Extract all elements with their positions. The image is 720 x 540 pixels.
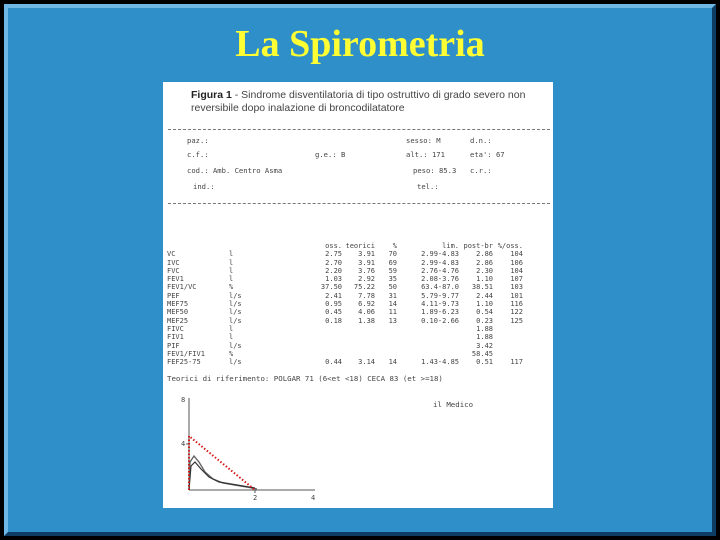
table-cell: [309, 325, 342, 333]
table-cell: 2.92: [358, 275, 375, 284]
table-cell: [309, 333, 342, 341]
patient-eta: eta': 67: [470, 150, 505, 159]
table-cell: 2.76-4.76: [421, 266, 459, 275]
table-cell: 75.22: [353, 283, 375, 292]
table-header: lim.: [442, 242, 459, 250]
table-cell: 58.45: [471, 349, 493, 358]
table-cell: 2.86: [476, 258, 493, 267]
scanned-report: [163, 82, 553, 508]
table-cell: MEF75: [167, 300, 189, 309]
table-cell: 70: [388, 250, 397, 259]
x-tick-label-mid: 2: [253, 494, 258, 502]
table-cell: l: [229, 275, 234, 284]
x-tick-label-end: 4: [311, 494, 316, 502]
table-cell: [375, 325, 397, 333]
table-cell: [342, 333, 375, 341]
table-cell: [342, 342, 375, 350]
table-cell: 50: [388, 283, 397, 292]
table-cell: %: [229, 349, 234, 358]
slide-title: La Spirometria: [235, 23, 485, 65]
table-row: [167, 342, 523, 350]
table-cell: l: [229, 333, 234, 342]
table-row: [167, 350, 523, 358]
table-cell: 3.14: [358, 358, 375, 367]
table-cell: IVC: [167, 258, 180, 267]
table-cell: 106: [510, 258, 523, 267]
table-cell: l/s: [229, 308, 242, 317]
table-cell: 116: [510, 300, 523, 309]
table-cell: MEF50: [167, 308, 189, 317]
table-cell: [342, 350, 375, 358]
table-cell: 7.78: [358, 291, 375, 300]
table-row: [167, 283, 523, 291]
table-cell: 4.06: [358, 308, 375, 317]
table-cell: 37.50: [320, 283, 342, 292]
table-cell: 107: [510, 275, 523, 284]
table-row: [167, 259, 523, 267]
patient-cod: cod.: Amb. Centro Asma: [187, 166, 283, 175]
table-cell: [397, 350, 459, 358]
divider: [168, 129, 550, 130]
table-cell: 1.88: [476, 324, 493, 333]
table-cell: FIVC: [167, 324, 184, 333]
table-cell: 2.08-3.76: [421, 275, 459, 284]
table-row: [167, 267, 523, 275]
table-cell: 63.4-87.0: [421, 283, 459, 292]
patient-ge: g.e.: B: [315, 150, 346, 159]
patient-cf: c.f.:: [187, 150, 209, 159]
table-cell: 6.92: [358, 300, 375, 309]
table-row: [167, 250, 523, 258]
table-cell: 0.51: [476, 358, 493, 367]
table-cell: 104: [510, 266, 523, 275]
table-cell: 2.44: [476, 291, 493, 300]
table-cell: 1.10: [476, 300, 493, 309]
table-row: [167, 358, 523, 366]
table-cell: 2.99-4.83: [421, 250, 459, 259]
table-cell: [397, 342, 459, 350]
patient-tel: tel.:: [417, 182, 439, 191]
table-cell: 104: [510, 250, 523, 259]
table-cell: 38.51: [471, 283, 493, 292]
table-row: [167, 325, 523, 333]
table-cell: 3.91: [358, 250, 375, 259]
patient-cr: c.r.:: [470, 166, 492, 175]
table-row: [167, 308, 523, 316]
medico-label: il Medico: [433, 400, 474, 409]
table-cell: l/s: [229, 300, 242, 309]
table-cell: [375, 333, 397, 341]
table-cell: PEF: [167, 291, 180, 300]
table-header: post-br: [463, 242, 493, 250]
flow-volume-graph: [177, 392, 327, 504]
table-row: [167, 292, 523, 300]
patient-alt: alt.: 171: [406, 150, 445, 159]
table-cell: VC: [167, 250, 176, 259]
table-cell: 122: [510, 308, 523, 317]
table-cell: 3.76: [358, 266, 375, 275]
table-cell: MEF25: [167, 316, 189, 325]
table-cell: [309, 350, 342, 358]
table-cell: FEV1: [167, 275, 184, 284]
table-header: %/oss.: [497, 242, 523, 250]
table-cell: 125: [510, 316, 523, 325]
figure-caption: [191, 89, 551, 114]
measured-curve-post: [189, 462, 255, 490]
table-cell: 4.11-9.73: [421, 300, 459, 309]
table-cell: [493, 333, 523, 341]
table-cell: [397, 333, 459, 341]
table-cell: [493, 350, 523, 358]
table-cell: l/s: [229, 291, 242, 300]
table-cell: l/s: [229, 358, 242, 367]
patient-peso: peso: 85.3: [413, 166, 457, 175]
table-cell: 31: [388, 291, 397, 300]
table-cell: 1.03: [325, 275, 342, 284]
table-cell: 59: [388, 266, 397, 275]
table-cell: 14: [388, 358, 397, 367]
table-cell: 0.10-2.66: [421, 316, 459, 325]
table-cell: 2.70: [325, 258, 342, 267]
divider: [168, 203, 550, 204]
table-cell: [397, 325, 459, 333]
patient-dn: d.n.:: [470, 136, 492, 145]
table-header: [229, 242, 309, 250]
table-row: [167, 275, 523, 283]
table-cell: %: [229, 283, 234, 292]
spirometry-results-table: [167, 242, 523, 366]
reference-note: Teorici di riferimento: POLGAR 71 (6<et <18) CECA 83 (et >=18): [167, 374, 443, 383]
table-cell: l/s: [229, 341, 242, 350]
figure-label: Figura 1: [191, 89, 232, 101]
table-cell: 14: [388, 300, 397, 309]
table-cell: [375, 350, 397, 358]
table-cell: l: [229, 266, 234, 275]
table-cell: 2.41: [325, 291, 342, 300]
table-row: [167, 333, 523, 341]
table-cell: FEF25-75: [167, 358, 201, 367]
table-cell: 3.91: [358, 258, 375, 267]
table-cell: 2.75: [325, 250, 342, 259]
table-cell: 0.18: [325, 316, 342, 325]
table-cell: 103: [510, 283, 523, 292]
table-cell: FEV1/FIV1: [167, 349, 205, 358]
table-cell: 0.95: [325, 300, 342, 309]
table-cell: 5.79-9.77: [421, 291, 459, 300]
table-cell: 0.23: [476, 316, 493, 325]
table-cell: 1.88: [476, 333, 493, 342]
table-cell: 0.45: [325, 308, 342, 317]
table-row: [167, 300, 523, 308]
table-cell: 69: [388, 258, 397, 267]
table-body: [167, 250, 523, 366]
table-cell: [375, 342, 397, 350]
table-header: oss.: [325, 242, 342, 250]
table-cell: [493, 325, 523, 333]
table-cell: 2.20: [325, 266, 342, 275]
table-cell: 13: [388, 316, 397, 325]
table-cell: FVC: [167, 266, 180, 275]
table-row: [167, 317, 523, 325]
table-header: %: [392, 242, 397, 250]
y-tick-label-top: 8: [181, 396, 186, 404]
table-cell: 1.43-4.85: [421, 358, 459, 367]
table-cell: FEV1/VC: [167, 283, 197, 292]
table-cell: [493, 342, 523, 350]
table-cell: 1.38: [358, 316, 375, 325]
table-cell: 2.99-4.83: [421, 258, 459, 267]
table-cell: 0.54: [476, 308, 493, 317]
table-header-row: [167, 242, 523, 250]
table-cell: 11: [388, 308, 397, 317]
table-header: teorici: [345, 242, 375, 250]
table-header: [167, 242, 229, 250]
table-cell: [342, 325, 375, 333]
table-cell: l/s: [229, 316, 242, 325]
patient-paz: paz.:: [187, 136, 209, 145]
table-cell: PIF: [167, 341, 180, 350]
table-cell: l: [229, 258, 234, 267]
table-cell: 35: [388, 275, 397, 284]
table-cell: 3.42: [476, 341, 493, 350]
table-cell: l: [229, 250, 234, 259]
table-cell: 2.30: [476, 266, 493, 275]
patient-sesso: sesso: M: [406, 136, 441, 145]
table-cell: 117: [510, 358, 523, 367]
figure-text: - Sindrome disventilatoria di tipo ostruttivo di grado severo non reversibile dopo inalazione di broncodilatatore: [191, 89, 526, 114]
table-cell: 101: [510, 291, 523, 300]
table-cell: 1.10: [476, 275, 493, 284]
patient-ind: ind.:: [193, 182, 215, 191]
table-cell: [309, 342, 342, 350]
table-cell: 1.89-6.23: [421, 308, 459, 317]
table-cell: FIV1: [167, 333, 184, 342]
y-tick-label-mid: 4: [181, 440, 186, 448]
table-cell: 2.86: [476, 250, 493, 259]
table-cell: l: [229, 324, 234, 333]
table-cell: 0.44: [325, 358, 342, 367]
measured-curve: [189, 456, 257, 490]
